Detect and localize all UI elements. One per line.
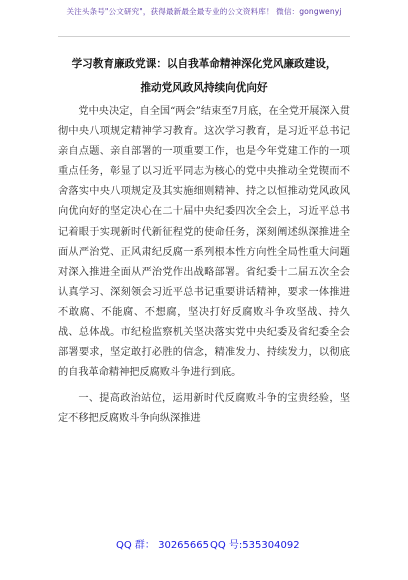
document-title-line-1: 学习教育廉政党课：以自我革命精神深化党风廉政建设， xyxy=(71,58,337,70)
body-paragraph-1 xyxy=(58,102,350,430)
paragraph-1-text: 党中央决定，自全国“两会”结束至7月底，在全党开展深入贯彻中央八项规定精神学习教育。这次学习教育，是习近平总书记亲自点题、亲自部署的一项重要工作，也是今年党建工作的一项重点任务，彰显了以习近平同志为核心的党中央推动全党锲而不舍落实中央八项规定及其实施细则精神、持之以恒推动党风政风向优向好的坚定决心在二十届中央纪委四次全会上，习近平总书记着眼于实现新时代新征程党的使命任务，深刻阐述纵深推进全面从严治党、正风肃纪反腐一系列根本性方向性全局性重大问题对深入推进全面从严治党作出战略部署。省纪委十二届五次全会认真学习、深刻领会习近平总书记重要讲话精神，要求一体推进不敢腐、不能腐、不想腐，坚决打好反腐败斗争攻坚战、持久战、总体战。市纪检监察机关坚决落实党中央纪委及省纪委全会部署要求，坚定敢打必胜的信念，精准发力、持续发力，以彻底的自我革命精神把反腐败斗争进行到底。 xyxy=(58,106,350,379)
paragraph-2-text: 一、提高政治站位，运用新时代反腐败斗争的宝贵经验，坚定不移把反腐败斗争向纵深推进 xyxy=(58,393,350,425)
header-divider xyxy=(58,36,350,37)
footer-qq-group: QQ 群： 30265665 xyxy=(116,540,209,551)
header-banner: 关注头条号"公文研究"，获得最新最全最专业的公文资料库！ 微信：gongwenyj xyxy=(66,7,342,16)
document-title-line-2: 推动党风政风持续向优向好 xyxy=(140,82,268,94)
footer-qq-number: QQ 号:535304092 xyxy=(210,540,300,551)
